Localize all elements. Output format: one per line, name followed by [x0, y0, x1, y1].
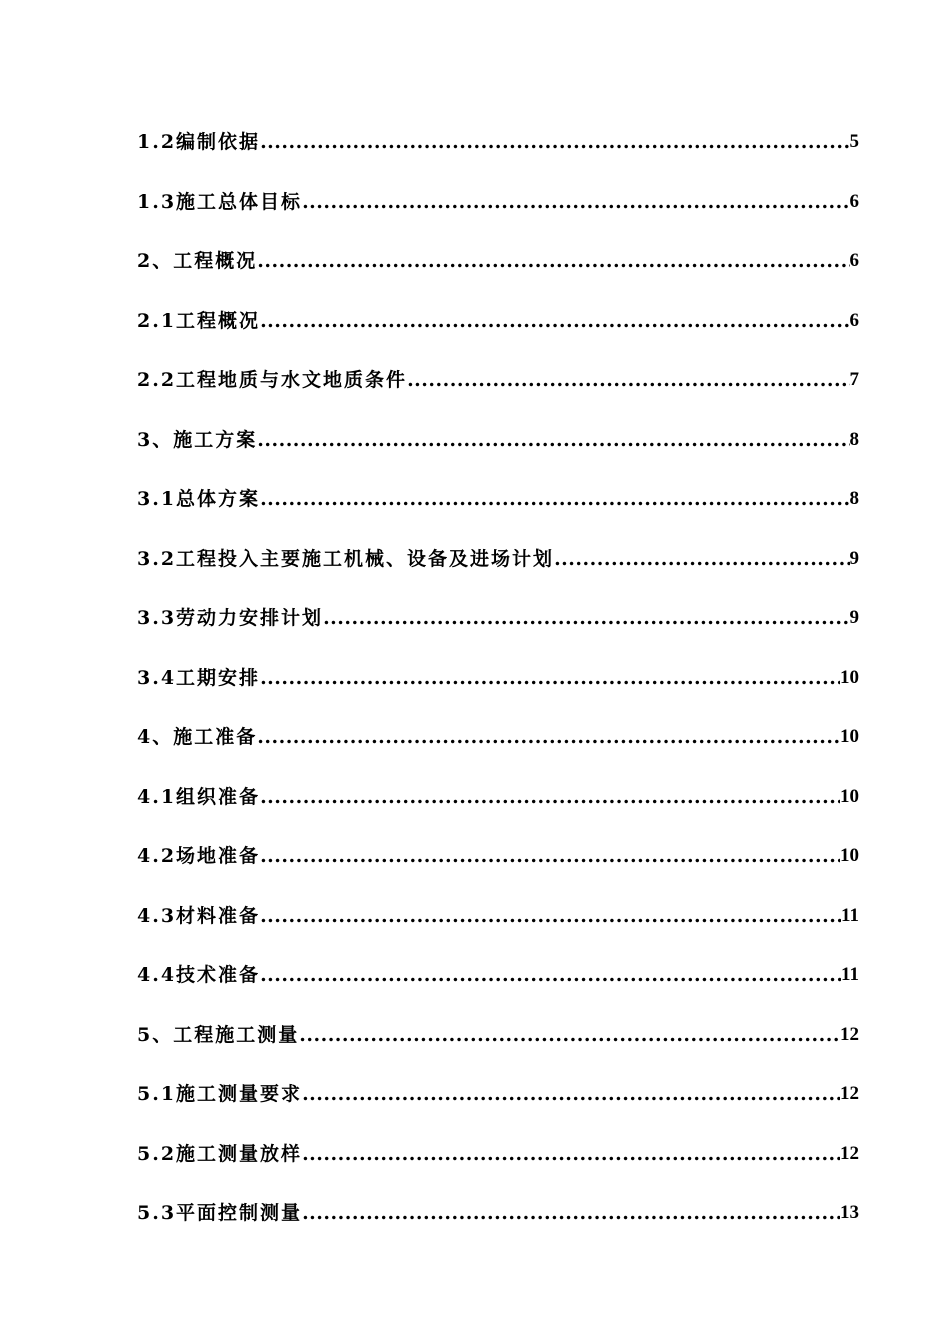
- toc-entry[interactable]: [137, 1116, 859, 1176]
- toc-entry-title: 2、工程概况: [137, 250, 258, 272]
- toc-page-number: 9: [849, 607, 859, 628]
- toc-page-number: 10: [840, 845, 859, 866]
- table-of-contents: [137, 128, 859, 1235]
- toc-page-number: 10: [840, 785, 859, 807]
- toc-entry[interactable]: [137, 164, 859, 224]
- toc-entry[interactable]: [137, 878, 859, 938]
- toc-dot-leader: [257, 719, 840, 759]
- toc-entry[interactable]: [137, 819, 859, 879]
- toc-page-number: 11: [841, 904, 859, 926]
- toc-page-number: 12: [840, 1083, 859, 1104]
- toc-entry[interactable]: [137, 581, 859, 641]
- toc-dot-leader: [302, 184, 849, 224]
- toc-page-number: 10: [840, 666, 859, 688]
- toc-dot-leader: [260, 838, 840, 878]
- toc-entry-title: 3.1总体方案: [137, 488, 261, 510]
- toc-entry-title: 1.2编制依据: [137, 131, 261, 153]
- toc-dot-leader: [407, 362, 849, 402]
- toc-dot-leader: [260, 124, 849, 164]
- toc-dot-leader: [257, 422, 849, 462]
- toc-entry-title: 5、工程施工测量: [137, 1023, 300, 1046]
- toc-entry-title: 1.3施工总体目标: [137, 190, 303, 213]
- toc-dot-leader: [302, 1136, 840, 1176]
- toc-page-number: 12: [840, 1142, 859, 1164]
- toc-page-number: 8: [849, 428, 859, 450]
- toc-entry-title: 3.3劳动力安排计划: [137, 607, 324, 629]
- toc-dot-leader: [302, 1076, 840, 1116]
- toc-page-number: 9: [849, 547, 859, 569]
- toc-dot-leader: [260, 898, 841, 938]
- toc-entry-title: 5.3平面控制测量: [137, 1202, 303, 1224]
- toc-entry-title: 3、施工方案: [137, 428, 258, 451]
- toc-entry[interactable]: [137, 759, 859, 819]
- toc-entry-title: 3.2工程投入主要施工机械、设备及进场计划: [137, 547, 555, 570]
- toc-entry[interactable]: [137, 128, 859, 164]
- toc-entry[interactable]: [137, 700, 859, 760]
- toc-entry[interactable]: [137, 343, 859, 403]
- toc-dot-leader: [554, 541, 849, 581]
- toc-page-number: 5: [849, 131, 859, 152]
- toc-dot-leader: [302, 1195, 840, 1235]
- toc-page-number: 8: [849, 488, 859, 509]
- toc-page-number: 12: [840, 1023, 859, 1045]
- toc-entry-title: 2.2工程地质与水文地质条件: [137, 369, 408, 391]
- toc-entry-title: 3.4工期安排: [137, 666, 261, 689]
- toc-entry-title: 4.3材料准备: [137, 904, 261, 927]
- toc-entry-title: 4、施工准备: [137, 726, 258, 748]
- toc-entry[interactable]: [137, 938, 859, 998]
- toc-dot-leader: [260, 957, 841, 997]
- toc-page-number: 6: [849, 309, 859, 331]
- toc-entry-title: 4.2场地准备: [137, 845, 261, 867]
- toc-page-number: 6: [849, 250, 859, 271]
- toc-entry[interactable]: [137, 997, 859, 1057]
- toc-entry-title: 5.1施工测量要求: [137, 1083, 303, 1105]
- toc-entry-title: 5.2施工测量放样: [137, 1142, 303, 1165]
- toc-dot-leader: [260, 481, 849, 521]
- toc-dot-leader: [260, 660, 840, 700]
- toc-entry-title: 4.1组织准备: [137, 785, 261, 808]
- toc-dot-leader: [260, 303, 849, 343]
- toc-entry[interactable]: [137, 224, 859, 284]
- toc-entry[interactable]: [137, 640, 859, 700]
- toc-entry-title: 2.1工程概况: [137, 309, 261, 332]
- toc-entry[interactable]: [137, 402, 859, 462]
- toc-dot-leader: [257, 243, 849, 283]
- toc-entry[interactable]: [137, 462, 859, 522]
- toc-page-number: 7: [849, 369, 859, 390]
- toc-entry[interactable]: [137, 1057, 859, 1117]
- toc-page-number: 6: [849, 190, 859, 212]
- toc-page-number: 10: [840, 726, 859, 747]
- toc-entry[interactable]: [137, 283, 859, 343]
- toc-dot-leader: [260, 779, 840, 819]
- toc-entry[interactable]: [137, 1176, 859, 1236]
- toc-entry-title: 4.4技术准备: [137, 964, 261, 986]
- toc-dot-leader: [299, 1017, 840, 1057]
- toc-dot-leader: [323, 600, 849, 640]
- toc-page-number: 11: [841, 964, 859, 985]
- toc-entry[interactable]: [137, 521, 859, 581]
- toc-page-number: 13: [840, 1202, 859, 1223]
